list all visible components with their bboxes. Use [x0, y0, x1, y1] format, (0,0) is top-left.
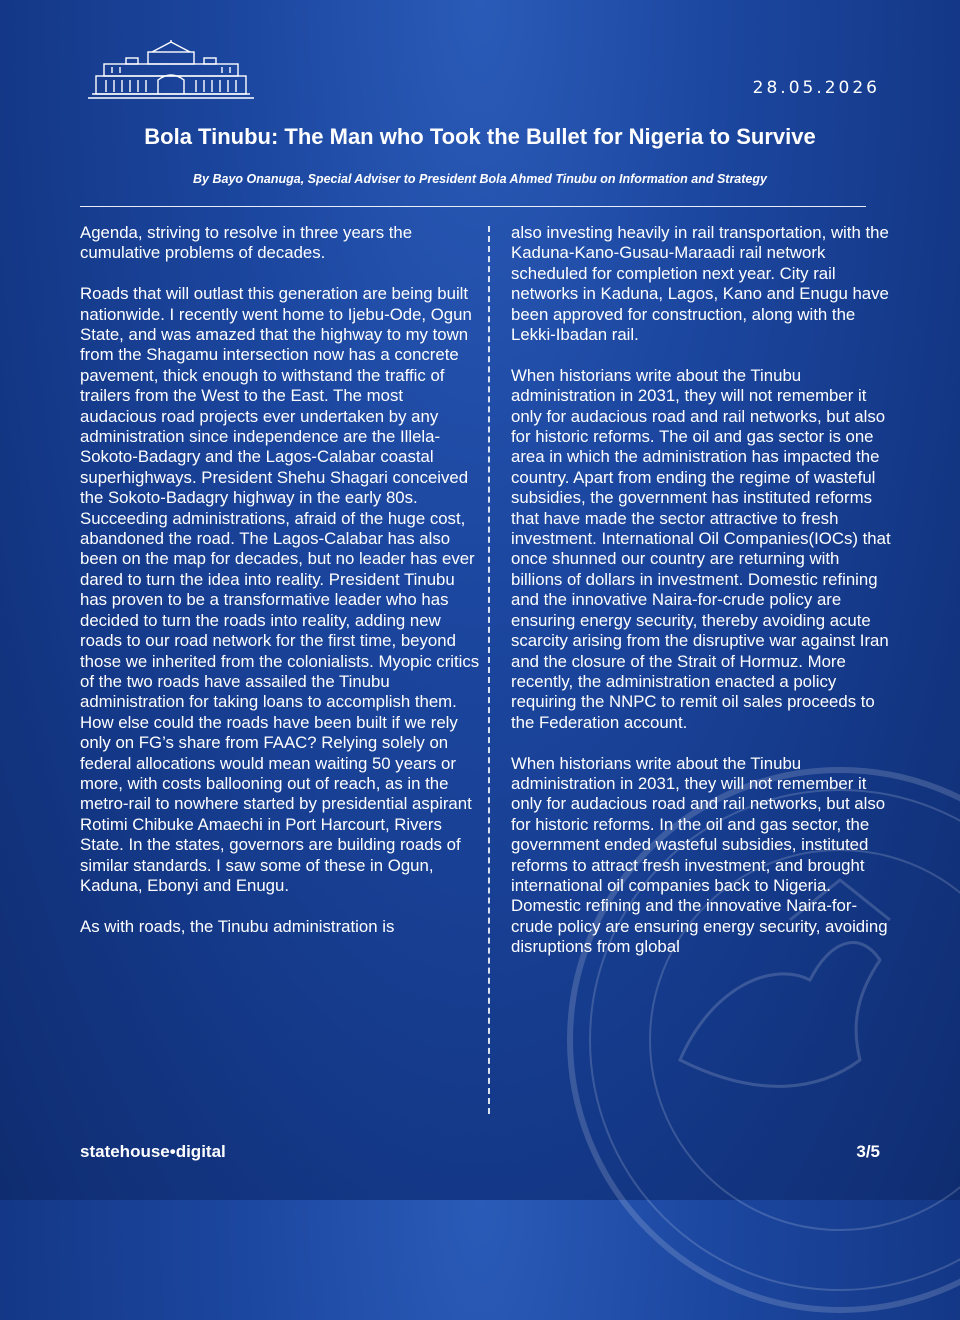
paragraph: As with roads, the Tinubu administration is	[80, 916, 395, 936]
header-divider	[80, 206, 866, 207]
brand-name: statehouse•digital	[80, 1142, 226, 1161]
publication-date: 28.05.2026	[752, 78, 880, 98]
paragraph: When historians write about the Tinubu administration in 2031, they will not remember it only for audacious road and rail networks, but also for historic reforms. In the oil and gas sector, the government ended wasteful subsidies, instituted reforms to attract fresh investment, and brought international oil companies back to Nigeria. Domestic refining and the innovative Naira-for-crude policy are ensuring energy security, avoiding disruptions from global	[511, 753, 888, 957]
paragraph: also investing heavily in rail transportation, with the Kaduna-Kano-Gusau-Maraadi rail network scheduled for completion next year. City rail networks in Kaduna, Lagos, Kano and Enugu have been approved for construction, along with the Lekki-Ibadan rail.	[511, 223, 889, 345]
page-indicator: 3/5	[856, 1142, 880, 1161]
column-divider	[488, 226, 490, 1114]
right-column	[511, 223, 891, 978]
left-column	[80, 223, 480, 958]
paragraph: When historians write about the Tinubu administration in 2031, they will not remember it only for audacious road and rail networks, but also for historic reforms. The oil and gas sector is one area in which the administration has impacted the country. Apart from ending the regime of wasteful subsidies, the government has instituted reforms that have made the sector attractive to fresh investment. International Oil Companies(IOCs) that once shunned our country are returning with billions of dollars in investment. Domestic refining and the innovative Naira-for-crude policy are ensuring energy security, thereby avoiding acute scarcity arising from the disruptive war against Iran and the closure of the Strait of Hormuz. More recently, the administration enacted a policy requiring the NNPC to remit oil sales proceeds to the Federation account.	[511, 365, 891, 732]
article-title: Bola Tinubu: The Man who Took the Bullet for Nigeria to Survive	[144, 124, 816, 149]
article-byline: By Bayo Onanuga, Special Adviser to President Bola Ahmed Tinubu on Information and Strategy	[193, 172, 767, 186]
paragraph: Agenda, striving to resolve in three years the cumulative problems of decades.	[80, 223, 413, 263]
paragraph: Roads that will outlast this generation are being built nationwide. I recently went home to Ijebu-Ode, Ogun State, and was amazed that the highway to my town from the Shagamu intersection now has a concrete pavement, thick enough to withstand the traffic of trailers from the West to the East. The most audacious road projects ever undertaken by any administration since independence are the Illela-Sokoto-Badagry and the Lagos-Calabar coastal superhighways. President Shehu Shagari conceived the Sokoto-Badagry highway in the early 80s. Succeeding administrations, afraid of the huge cost, abandoned the road. The Lagos-Calabar has also been on the map for decades, but no leader has ever dared to turn the idea into reality. President Tinubu has proven to be a transformative leader who has decided to turn the roads into reality, adding new roads to our road network for the first time, beyond those we inherited from the colonialists. Myopic critics of the two roads have assailed the Tinubu administration for taking loans to accomplish them. How else could the roads have been built if we rely only on FG’s share from FAAC? Relying solely on federal allocations would mean waiting 50 years or more, with costs ballooning out of reach, as in the metro-rail to nowhere started by presidential aspirant Rotimi Chibuke Amaechi in Port Harcourt, Rivers State. In the states, governors are building roads of similar standards. I saw some of these in Ogun, Kaduna, Ebonyi and Enugu.	[80, 284, 480, 895]
state-house-logo	[86, 40, 256, 102]
